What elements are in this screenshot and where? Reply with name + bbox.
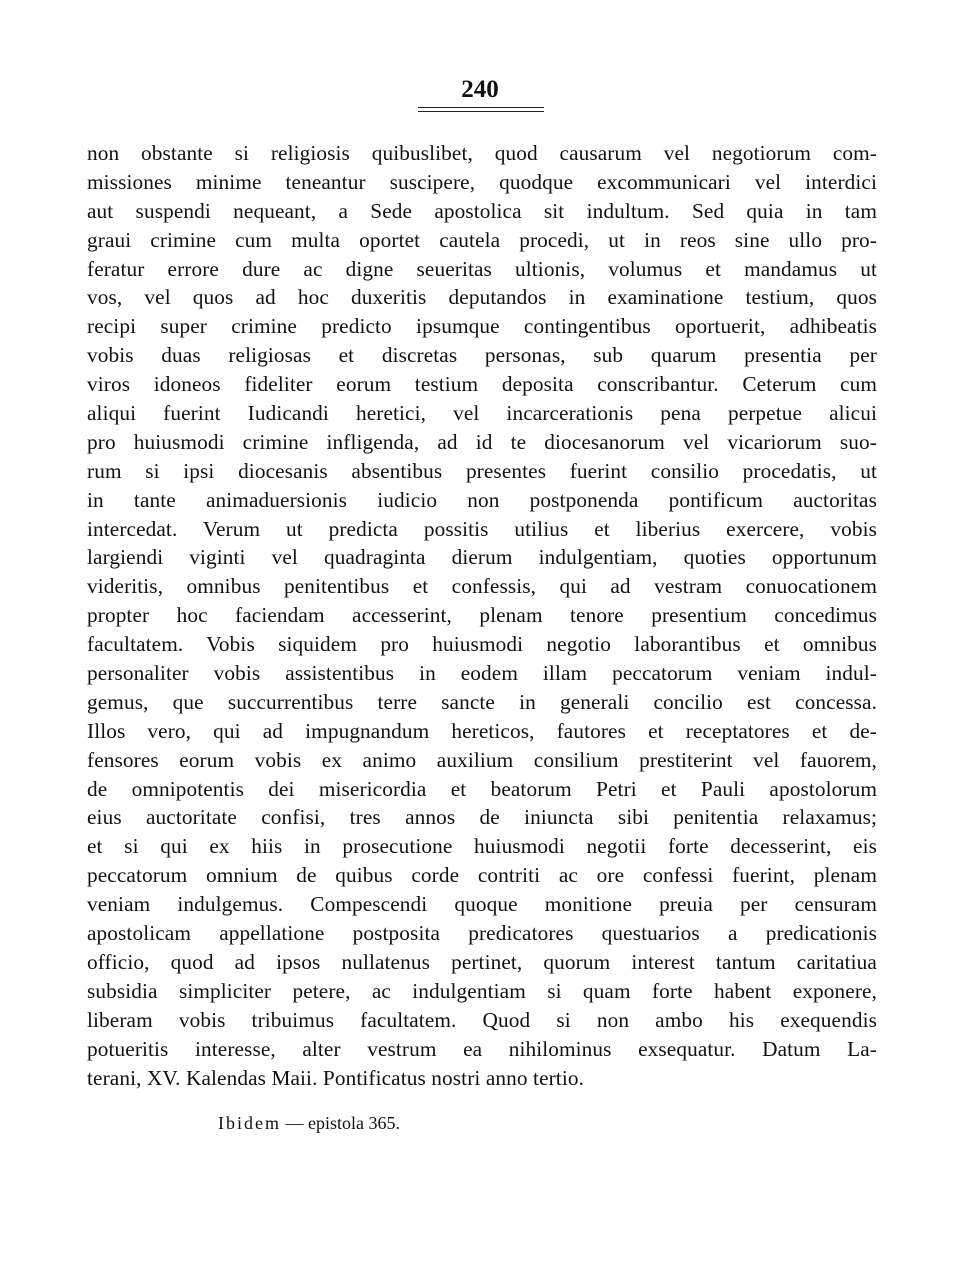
source-note [218,1111,400,1135]
text-line: non obstante si religiosis quibuslibet, quod causarum vel negotiorum com- [87,141,877,165]
page-number-rule-lower [418,111,544,112]
text-line: personaliter vobis assistentibus in eodem illam peccatorum veniam indul- [87,661,877,686]
text-line: graui crimine cum multa oportet cautela procedi, ut in reos sine ullo pro- [87,227,877,252]
page-number-rule [418,107,544,108]
text-line: liberam vobis tribuimus facultatem. Quod si non ambo his exequendis [87,1007,877,1032]
text-line: gemus, que succurrentibus terre sancte in generali concilio est concessa. [87,689,877,714]
text-line: potueritis interesse, alter vestrum ea nihilominus exsequatur. Datum La- [87,1036,877,1061]
text-line: subsidia simpliciter petere, ac indulgentiam si quam forte habent exponere, [87,978,877,1003]
text-line: veniam indulgemus. Compescendi quoque monitione preuia per censuram [87,892,877,917]
text-line: videritis, omnibus penitentibus et confessis, qui ad vestram conuocationem [87,574,877,599]
body-text [87,139,877,1092]
text-line-last: terani, XV. Kalendas Maii. Pontificatus nostri anno tertio. [87,1065,585,1090]
page-number: 240 [461,76,499,103]
text-line: intercedat. Verum ut predicta possitis utilius et liberius exercere, vobis [87,516,877,541]
text-line: officio, quod ad ipsos nullatenus pertinet, quorum interest tantum caritatiua [87,949,877,974]
text-line: rum si ipsi diocesanis absentibus presentes fuerint consilio procedatis, ut [87,458,877,483]
text-line: missiones minime teneantur suscipere, quodque excommunicari vel interdici [87,169,877,194]
text-line: peccatorum omnium de quibus corde contriti ac ore confessi fuerint, plenam [87,863,877,888]
text-line: aliqui fuerint Iudicandi heretici, vel incarcerationis pena perpetue alicui [87,401,877,426]
text-line: vobis duas religiosas et discretas personas, sub quarum presentia per [87,343,877,368]
text-line: vos, vel quos ad hoc duxeritis deputandos in examinatione testium, quos [87,285,877,310]
text-line: apostolicam appellatione postposita predicatores questuarios a predicationis [87,921,877,946]
text-line: facultatem. Vobis siquidem pro huiusmodi negotio laborantibus et omnibus [87,632,877,657]
text-line: pro huiusmodi crimine infligenda, ad id te diocesanorum vel vicariorum suo- [87,429,877,454]
text-line: aut suspendi nequeant, a Sede apostolica sit indultum. Sed quia in tam [87,198,877,223]
source-note-word: Ibidem [218,1113,281,1133]
text-line: recipi super crimine predicto ipsumque contingentibus oportuerit, adhibeatis [87,314,877,339]
source-note-reference: — epistola 365. [285,1113,400,1133]
text-line: in tante animaduersionis iudicio non postponenda pontificum auctoritas [87,487,877,512]
text-line: viros idoneos fideliter eorum testium deposita conscribantur. Ceterum cum [87,372,877,397]
text-line: et si qui ex hiis in prosecutione huiusmodi negotii forte decesserint, eis [87,834,877,859]
text-line: propter hoc faciendam accesserint, plenam tenore presentium concedimus [87,603,877,628]
text-line: fensores eorum vobis ex animo auxilium consilium prestiterint vel fauorem, [87,747,877,772]
text-line: Illos vero, qui ad impugnandum hereticos, fautores et receptatores et de- [87,718,877,743]
text-line: eius auctoritate confisi, tres annos de iniuncta sibi penitentia relaxamus; [87,805,877,830]
text-line: de omnipotentis dei misericordia et beatorum Petri et Pauli apostolorum [87,776,877,801]
text-line: largiendi viginti vel quadraginta dierum indulgentiam, quoties opportunum [87,545,877,570]
text-line: feratur errore dure ac digne seueritas ultionis, volumus et mandamus ut [87,256,877,281]
